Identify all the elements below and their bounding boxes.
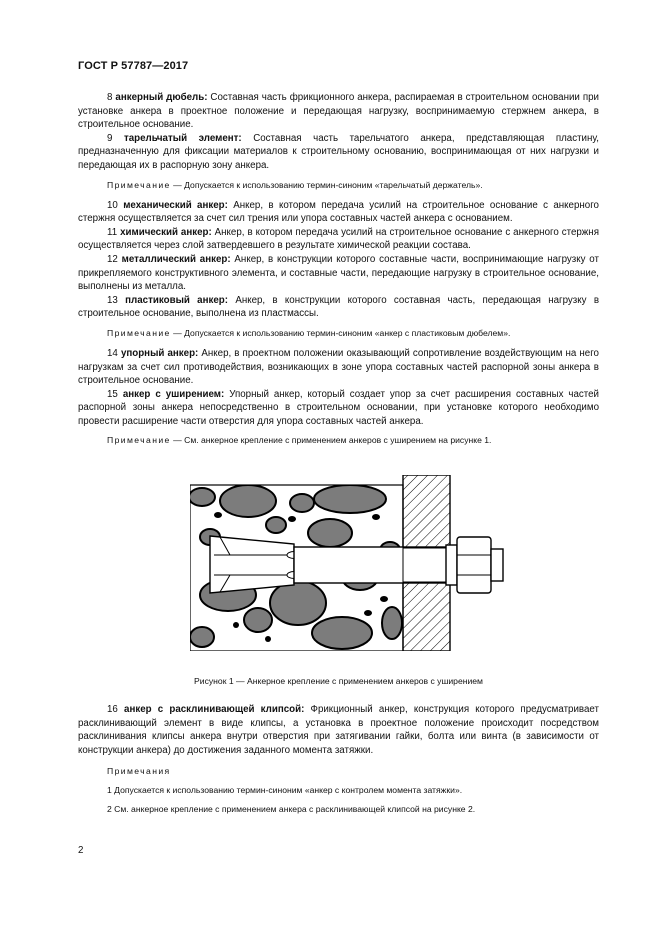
notes-16 bbox=[78, 765, 599, 822]
page-number: 2 bbox=[78, 845, 84, 856]
figure-1-anchor-drawing bbox=[190, 475, 513, 651]
note-9: Примечание — Допускается к использованию термин-синоним «тарельчатый держатель». bbox=[107, 179, 483, 190]
definition-16: 16 анкер с расклинивающей клипсой: Фрикционный анкер, конструкция которого предусматривает расклинивающий элемент в виде клипсы, а установка в проектное положение происходит посредством расклинивания клипсы анкера внутри отверстия при затягивании гайки, болта или винта (в зависимости от конструкции анкера) до достижения заданного момента затяжки. bbox=[78, 704, 599, 756]
note-13: Примечание — Допускается к использованию термин-синоним «анкер с пластиковым дюбелем». bbox=[107, 327, 511, 338]
figure-1-caption: Рисунок 1 — Анкерное крепление с применением анкеров с уширением bbox=[194, 676, 483, 686]
definition-8: 8 анкерный дюбель: Составная часть фрикционного анкера, распираемая в строительном основании при установке анкера в проектное положение и передающая нагрузку, воспринимаемую стержнем анкера, в строительное основание. bbox=[78, 92, 599, 131]
definition-11: 11 химический анкер: Анкер, в котором передача усилий на строительное основание с анкерного стержня осуществляется через слой затвердевшего в результате химической реакции состава. bbox=[78, 226, 599, 252]
definition-16-block bbox=[78, 703, 599, 757]
note-16-1: 1 Допускается к использованию термин-синоним «анкер с контролем момента затяжки». bbox=[107, 785, 463, 795]
definition-14: 14 упорный анкер: Анкер, в проектном положении оказывающий сопротивление воздействующим на него нагрузкам за счет сил противодействия, возникающих в зоне упора составных частей распорной зоны анкера в строительное основание. bbox=[78, 347, 599, 387]
note-15: Примечание — См. анкерное крепление с применением анкеров с уширением на рисунке 1. bbox=[107, 435, 492, 446]
definition-13: 13 пластиковый анкер: Анкер, в конструкции которого составная часть, передающая нагрузку в строительное основание, выполнена из пластмассы. bbox=[78, 294, 599, 320]
notes-16-title: Примечания bbox=[107, 766, 171, 776]
definition-9: 9 тарельчатый элемент: Составная часть тарельчатого анкера, представляющая пластину, предназначенную для фиксации материалов к строительному основанию, воспринимающая от них нагрузки и передающая их в распорную зону анкера. bbox=[78, 132, 599, 171]
definition-12: 12 металлический анкер: Анкер, в конструкции которого составные части, воспринимающие нагрузку от прикрепляемого конструктивного элемента, и составные части, передающие нагрузку в строительное основание, выполнены из металла. bbox=[78, 253, 599, 293]
definition-15: 15 анкер с уширением: Упорный анкер, который создает упор за счет расширения составных частей распорной зоны анкера непосредственно в строительном основании, при установке которого необходимо провести расширение части отверстия для упора составных частей анкера. bbox=[78, 388, 599, 427]
definition-10: 10 механический анкер: Анкер, в котором передача усилий на строительное основание с анкерного стержня осуществляется за счет сил трения или упора составных частей анкера с основанием. bbox=[78, 199, 599, 225]
definitions-block bbox=[78, 91, 599, 454]
note-16-2: 2 См. анкерное крепление с применением анкера с расклинивающей клипсой на рисунке 2. bbox=[107, 804, 476, 814]
document-header: ГОСТ Р 57787—2017 bbox=[78, 60, 189, 72]
